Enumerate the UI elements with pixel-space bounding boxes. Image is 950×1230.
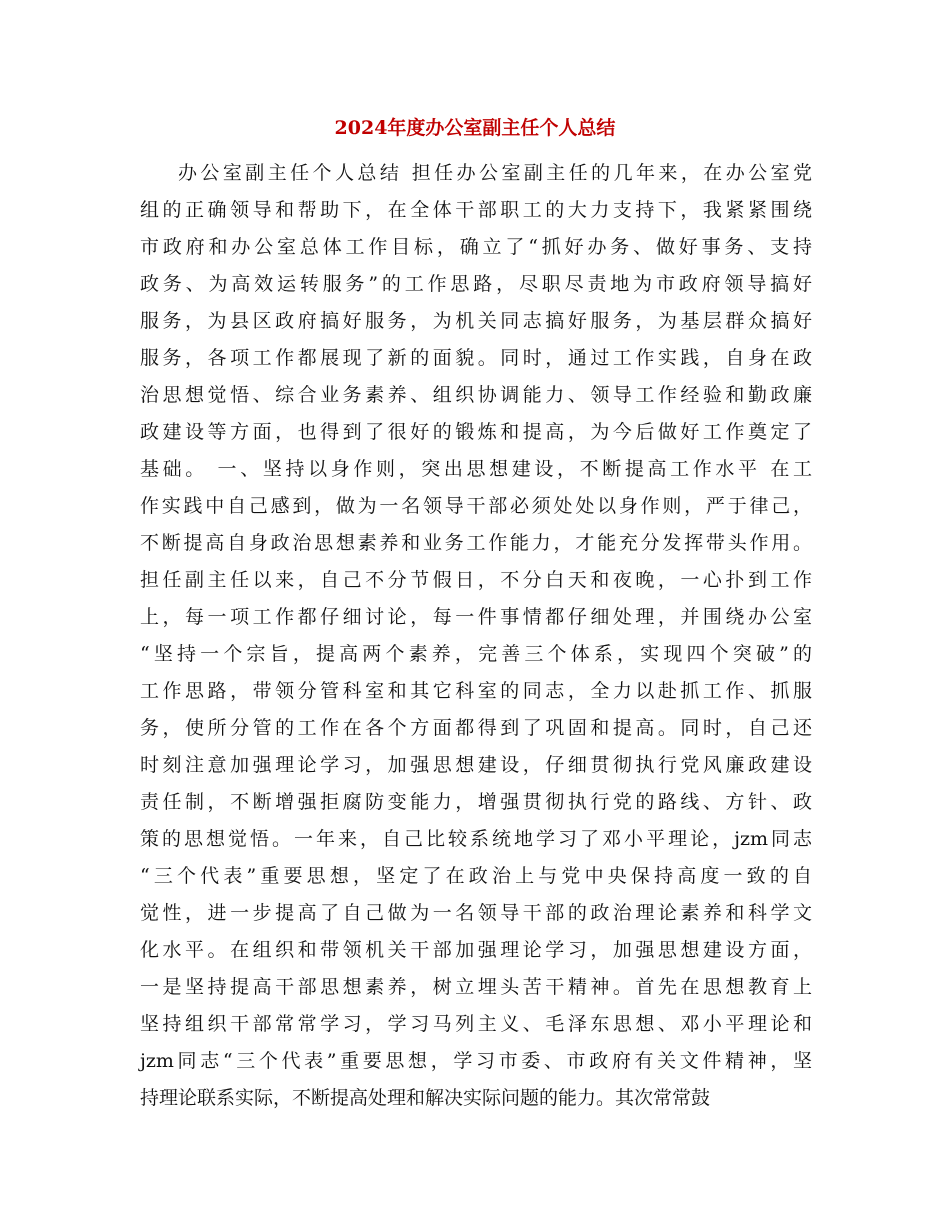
body-line: 政建设等方面，也得到了很好的锻炼和提高，为今后做好工作奠定了 [140, 421, 812, 443]
body-line: 务，使所分管的工作在各个方面都得到了巩固和提高。同时，自己还 [140, 717, 812, 739]
document-body [140, 155, 812, 1117]
body-line: 治思想觉悟、综合业务素养、组织协调能力、领导工作经验和勤政廉 [140, 384, 812, 406]
body-line: 基础。 一、坚持以身作则，突出思想建设，不断提高工作水平 在工 [140, 458, 812, 480]
body-line: jzm同志“三个代表”重要思想，学习市委、市政府有关文件精神，坚 [140, 1050, 812, 1072]
body-line: “三个代表”重要思想，坚定了在政治上与党中央保持高度一致的自 [140, 865, 812, 887]
body-line: 责任制，不断增强拒腐防变能力，增强贯彻执行党的路线、方针、政 [140, 791, 812, 813]
body-line: 政务、为高效运转服务”的工作思路，尽职尽责地为市政府领导搞好 [140, 273, 812, 295]
body-line: 持理论联系实际，不断提高处理和解决实际问题的能力。其次常常鼓 [140, 1087, 711, 1109]
body-line: 策的思想觉悟。一年来，自己比较系统地学习了邓小平理论，jzm同志 [140, 828, 812, 850]
body-line: 不断提高自身政治思想素养和业务工作能力，才能充分发挥带头作用。 [140, 532, 812, 554]
body-line: 组的正确领导和帮助下，在全体干部职工的大力支持下，我紧紧围绕 [140, 199, 812, 221]
body-line: 担任副主任以来，自己不分节假日，不分白天和夜晚，一心扑到工作 [140, 569, 812, 591]
body-line: 一是坚持提高干部思想素养，树立埋头苦干精神。首先在思想教育上 [140, 976, 812, 998]
body-line: “坚持一个宗旨，提高两个素养，完善三个体系，实现四个突破”的 [140, 643, 812, 665]
document-title: 2024年度办公室副主任个人总结 [334, 117, 616, 139]
body-line: 市政府和办公室总体工作目标，确立了“抓好办务、做好事务、支持 [140, 236, 812, 258]
body-line: 化水平。在组织和带领机关干部加强理论学习，加强思想建设方面， [140, 939, 812, 961]
body-line: 作实践中自己感到，做为一名领导干部必须处处以身作则，严于律己， [140, 495, 812, 517]
body-line: 时刻注意加强理论学习，加强思想建设，仔细贯彻执行党风廉政建设 [140, 754, 812, 776]
body-line: 工作思路，带领分管科室和其它科室的同志，全力以赴抓工作、抓服 [140, 680, 812, 702]
body-line: 办公室副主任个人总结 担任办公室副主任的几年来，在办公室党 [178, 162, 812, 184]
body-line: 坚持组织干部常常学习，学习马列主义、毛泽东思想、邓小平理论和 [140, 1013, 812, 1035]
body-line: 服务，为县区政府搞好服务，为机关同志搞好服务，为基层群众搞好 [140, 310, 812, 332]
body-line: 觉性，进一步提高了自己做为一名领导干部的政治理论素养和科学文 [140, 902, 812, 924]
body-line: 服务，各项工作都展现了新的面貌。同时，通过工作实践，自身在政 [140, 347, 812, 369]
body-line: 上，每一项工作都仔细讨论，每一件事情都仔细处理，并围绕办公室 [140, 606, 812, 628]
